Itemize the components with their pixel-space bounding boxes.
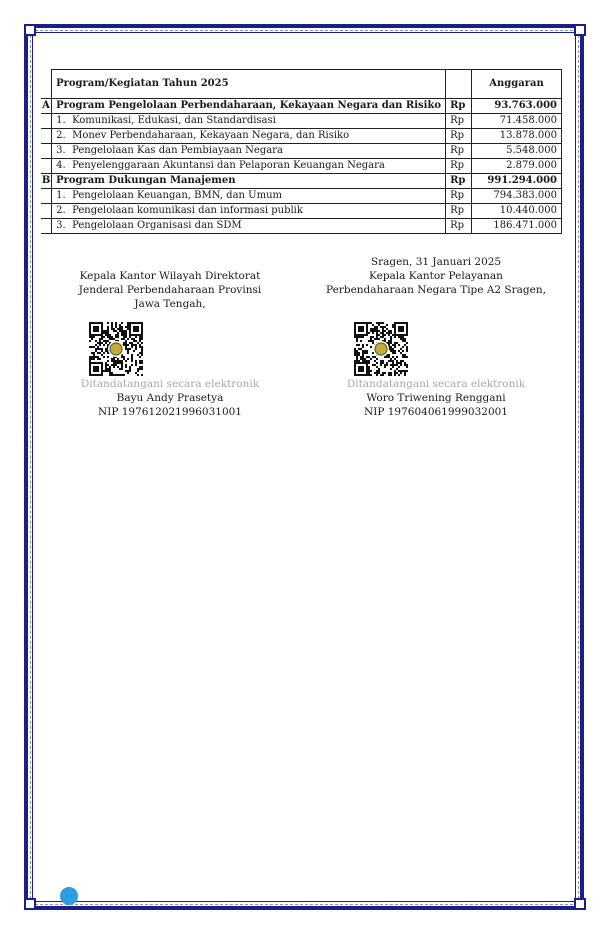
- table-header-row: [41, 70, 562, 99]
- row-currency: Rp: [446, 174, 472, 189]
- row-number: 2.: [56, 130, 66, 141]
- page-border-line: [30, 30, 31, 904]
- row-label: Program Pengelolaan Perbendaharaan, Kekayaan Negara dan Risiko: [56, 100, 442, 111]
- row-currency: Rp: [446, 129, 472, 144]
- row-amount: 10.440.000: [472, 204, 562, 219]
- signer-title: Kepala Kantor Pelayanan: [369, 270, 503, 282]
- row-number: 2.: [56, 205, 66, 216]
- row-currency: Rp: [446, 159, 472, 174]
- border-corner: [574, 898, 586, 910]
- signature-block-left: [70, 269, 270, 419]
- row-currency: Rp: [446, 204, 472, 219]
- row-name: [52, 219, 446, 234]
- brand-logo-icon: [60, 887, 78, 905]
- row-code: [41, 114, 52, 129]
- table-row: [41, 204, 562, 219]
- row-code: B: [41, 174, 52, 189]
- page-border-line: [30, 904, 578, 905]
- row-name: [52, 174, 446, 189]
- table-row: [41, 114, 562, 129]
- e-signature-note: Ditandatangani secara elektronik: [346, 378, 526, 390]
- row-label: Monev Perbendaharaan, Kekayaan Negara, dan Risiko: [72, 130, 350, 141]
- table-header-code: [41, 70, 52, 99]
- row-number: 4.: [56, 160, 66, 171]
- row-amount: 93.763.000: [472, 99, 562, 114]
- signer-title: Perbendaharaan Negara Tipe A2 Sragen,: [326, 284, 546, 296]
- row-amount: 13.878.000: [472, 129, 562, 144]
- row-name: [52, 204, 446, 219]
- row-name: [52, 189, 446, 204]
- row-amount: 991.294.000: [472, 174, 562, 189]
- row-name: [52, 114, 446, 129]
- signer-title: Jawa Tengah,: [134, 298, 206, 310]
- row-code: [41, 189, 52, 204]
- row-currency: Rp: [446, 219, 472, 234]
- signature-date: Sragen, 31 Januari 2025: [370, 256, 502, 268]
- table-header-budget: Anggaran: [472, 70, 562, 99]
- signer-title: Kepala Kantor Wilayah Direktorat: [79, 270, 261, 282]
- row-code: [41, 144, 52, 159]
- table-row: [41, 144, 562, 159]
- table-row: [41, 189, 562, 204]
- signer-nip: NIP 197604061999032001: [364, 406, 508, 418]
- table-row: [41, 129, 562, 144]
- row-number: 1.: [56, 190, 66, 201]
- signer-nip: NIP 197612021996031001: [98, 406, 242, 418]
- row-label: Pengelolaan Organisasi dan SDM: [72, 220, 242, 231]
- row-amount: 2.879.000: [472, 159, 562, 174]
- row-number: 3.: [56, 220, 66, 231]
- table-row: [41, 159, 562, 174]
- row-code: [41, 204, 52, 219]
- row-number: 3.: [56, 145, 66, 156]
- table-header-program: Program/Kegiatan Tahun 2025: [52, 70, 446, 99]
- border-corner: [574, 24, 586, 36]
- row-label: Pengelolaan Keuangan, BMN, dan Umum: [72, 190, 282, 201]
- row-number: 1.: [56, 115, 66, 126]
- table-row: [41, 174, 562, 189]
- row-label: Penyelenggaraan Akuntansi dan Pelaporan Keuangan Negara: [72, 160, 385, 171]
- border-corner: [24, 24, 36, 36]
- row-label: Komunikasi, Edukasi, dan Standardisasi: [72, 115, 276, 126]
- e-signature-note: Ditandatangani secara elektronik: [80, 378, 260, 390]
- row-label: Program Dukungan Manajemen: [56, 175, 236, 186]
- page-border-line: [578, 30, 579, 904]
- row-name: [52, 129, 446, 144]
- row-currency: Rp: [446, 144, 472, 159]
- row-amount: 794.383.000: [472, 189, 562, 204]
- table-row: [41, 99, 562, 114]
- row-currency: Rp: [446, 114, 472, 129]
- row-label: Pengelolaan komunikasi dan informasi publik: [72, 205, 303, 216]
- row-name: [52, 144, 446, 159]
- border-corner: [24, 898, 36, 910]
- signer-title: Jenderal Perbendaharaan Provinsi: [78, 284, 262, 296]
- signer-name: Woro Triwening Renggani: [366, 392, 506, 404]
- signature-block-right: [326, 255, 546, 419]
- row-code: [41, 219, 52, 234]
- row-label: Pengelolaan Kas dan Pembiayaan Negara: [72, 145, 283, 156]
- row-name: [52, 99, 446, 114]
- row-code: A: [41, 99, 52, 114]
- row-amount: 71.458.000: [472, 114, 562, 129]
- row-currency: Rp: [446, 99, 472, 114]
- qr-code-icon: [354, 322, 408, 376]
- table-header-currency: [446, 70, 472, 99]
- row-name: [52, 159, 446, 174]
- budget-table: [41, 69, 562, 234]
- page-border-line: [30, 30, 578, 31]
- row-code: [41, 129, 52, 144]
- row-code: [41, 159, 52, 174]
- qr-code-icon: [89, 322, 143, 376]
- table-row: [41, 219, 562, 234]
- row-amount: 186.471.000: [472, 219, 562, 234]
- row-currency: Rp: [446, 189, 472, 204]
- row-amount: 5.548.000: [472, 144, 562, 159]
- signer-name: Bayu Andy Prasetya: [116, 392, 224, 404]
